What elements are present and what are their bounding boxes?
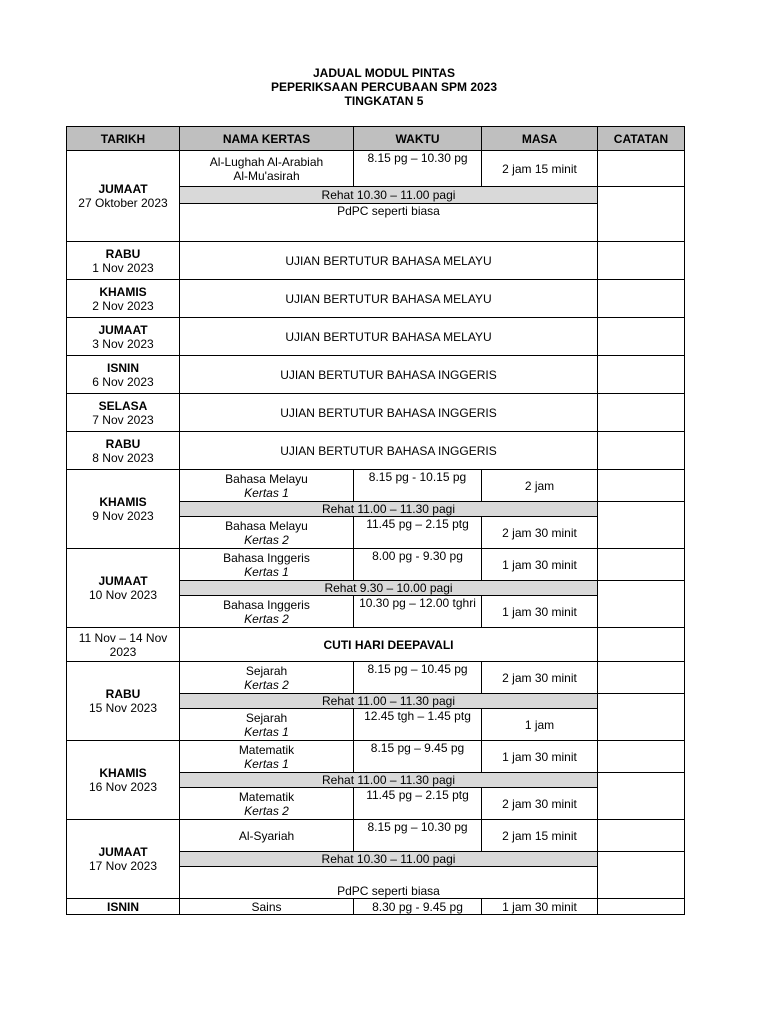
time-cell: 12.45 tgh – 1.45 ptg [354,709,482,741]
table-row [67,628,685,662]
time-cell: 11.45 pg – 2.15 ptg [354,517,482,549]
table-row [67,394,685,432]
day-label: JUMAAT [98,322,148,337]
day-label: KHAMIS [99,284,147,299]
day-label: ISNIN [106,360,139,375]
event-cell: UJIAN BERTUTUR BAHASA MELAYU [180,318,598,356]
notes-cell [598,662,685,694]
date-cell [67,470,180,549]
duration-cell: 2 jam 15 minit [482,820,598,852]
event-cell: CUTI HARI DEEPAVALI [180,628,598,662]
note-cell: PdPC seperti biasa [180,867,598,899]
notes-cell [598,581,685,628]
paper-cell: Al-Syariah [180,820,354,852]
date-cell [67,741,180,820]
notes-cell [598,318,685,356]
date-label: 6 Nov 2023 [92,374,154,389]
date-label: 10 Nov 2023 [88,588,158,602]
paper-cell [180,517,354,549]
paper-name: Sejarah [245,710,288,725]
date-label: 16 Nov 2023 [88,780,158,794]
header-catatan: CATATAN [598,127,685,151]
date-cell [67,394,180,432]
date-cell [67,318,180,356]
date-cell [67,356,180,394]
notes-cell [598,187,685,242]
paper-part: Kertas 1 [244,485,289,500]
table-row [67,151,685,187]
date-label: 2 Nov 2023 [92,298,154,313]
notes-cell [598,432,685,470]
paper-name: Bahasa Inggeris [223,550,310,565]
paper-name: Al-Lughah Al-Arabiah [209,154,324,169]
header-tarikh: TARIKH [67,127,180,151]
duration-cell: 1 jam 30 minit [482,549,598,581]
schedule-table [66,126,685,915]
paper-cell [180,596,354,628]
paper-part: Kertas 2 [244,611,289,626]
date-cell [67,549,180,628]
paper-part: Kertas 2 [244,532,289,547]
paper-cell [180,549,354,581]
notes-cell [598,280,685,318]
paper-cell [180,741,354,773]
table-row [67,899,685,915]
break-cell: Rehat 10.30 – 11.00 pagi [180,852,598,867]
title-line-2: PEPERIKSAAN PERCUBAAN SPM 2023 [270,80,498,94]
paper-part: Kertas 1 [244,756,289,771]
title-line-1: JADUAL MODUL PINTAS [312,66,455,80]
notes-cell [598,470,685,502]
date-cell: 11 Nov – 14 Nov 2023 [67,628,180,662]
day-label: KHAMIS [99,766,147,780]
table-row [67,741,685,773]
table-row [67,318,685,356]
header-row [67,127,685,151]
table-row [67,356,685,394]
notes-cell [598,151,685,187]
paper-cell [180,151,354,187]
day-label: JUMAAT [98,574,148,588]
notes-cell [598,820,685,852]
day-label: JUMAAT [98,182,148,196]
time-cell: 8.30 pg - 9.45 pg [354,899,482,915]
table-row [67,280,685,318]
time-cell: 8.00 pg - 9.30 pg [354,549,482,581]
day-label: SELASA [98,398,148,413]
date-label: 27 Oktober 2023 [78,196,168,210]
paper-cell [180,788,354,820]
document-title [0,66,768,108]
duration-cell: 1 jam 30 minit [482,596,598,628]
paper-part: Kertas 2 [244,803,289,818]
notes-cell [598,628,685,662]
day-label: RABU [105,436,141,451]
notes-cell [598,899,685,915]
day-label: RABU [105,687,141,701]
date-cell [67,820,180,899]
notes-cell [598,356,685,394]
paper-cell [180,470,354,502]
time-cell: 11.45 pg – 2.15 ptg [354,788,482,820]
duration-cell: 1 jam 30 minit [482,741,598,773]
duration-cell: 2 jam 30 minit [482,517,598,549]
duration-cell: 2 jam [482,470,598,502]
date-label: 3 Nov 2023 [92,336,154,351]
paper-name: Bahasa Melayu [225,471,308,486]
header-masa: MASA [482,127,598,151]
paper-cell [180,662,354,694]
paper-name: Bahasa Melayu [225,518,308,533]
table-row [67,662,685,694]
event-cell: UJIAN BERTUTUR BAHASA MELAYU [180,280,598,318]
paper-cell [180,709,354,741]
notes-cell [598,694,685,741]
time-cell: 8.15 pg – 10.45 pg [354,662,482,694]
notes-cell [598,852,685,899]
table-row [67,242,685,280]
date-label: 9 Nov 2023 [92,509,154,523]
notes-cell [598,549,685,581]
break-cell: Rehat 11.00 – 11.30 pagi [180,773,598,788]
paper-part: Kertas 1 [244,564,289,579]
duration-cell: 1 jam 30 minit [482,899,598,915]
date-cell [67,242,180,280]
header-nama-kertas: NAMA KERTAS [180,127,354,151]
break-cell: Rehat 10.30 – 11.00 pagi [180,187,598,204]
table-row [67,470,685,502]
notes-cell [598,502,685,549]
duration-cell: 2 jam 15 minit [482,151,598,187]
date-cell [67,432,180,470]
break-cell: Rehat 9.30 – 10.00 pagi [180,581,598,596]
date-label: 1 Nov 2023 [92,260,154,275]
date-label: 8 Nov 2023 [92,450,154,465]
paper-cell: Sains [180,899,354,915]
title-line-3: TINGKATAN 5 [344,94,424,108]
paper-name-line2: Al-Mu'asirah [233,168,300,183]
notes-cell [598,773,685,820]
day-label: RABU [105,246,141,261]
day-label: KHAMIS [99,495,147,509]
note-cell: PdPC seperti biasa [180,204,598,242]
notes-cell [598,394,685,432]
paper-name: Bahasa Inggeris [223,597,310,612]
date-cell [67,280,180,318]
event-cell: UJIAN BERTUTUR BAHASA INGGERIS [180,394,598,432]
break-cell: Rehat 11.00 – 11.30 pagi [180,694,598,709]
notes-cell [598,741,685,773]
paper-name: Matematik [238,789,295,804]
break-cell: Rehat 11.00 – 11.30 pagi [180,502,598,517]
event-cell: UJIAN BERTUTUR BAHASA INGGERIS [180,356,598,394]
table-row [67,432,685,470]
date-label: 15 Nov 2023 [88,701,158,715]
duration-cell: 2 jam 30 minit [482,788,598,820]
event-cell: UJIAN BERTUTUR BAHASA MELAYU [180,242,598,280]
paper-part: Kertas 1 [244,724,289,739]
event-cell: UJIAN BERTUTUR BAHASA INGGERIS [180,432,598,470]
table-row [67,549,685,581]
paper-name: Sejarah [245,663,288,678]
day-label: JUMAAT [98,845,148,859]
time-cell: 10.30 pg – 12.00 tghri [354,596,482,628]
time-cell: 8.15 pg – 10.30 pg [354,820,482,852]
time-cell: 8.15 pg - 10.15 pg [354,470,482,502]
header-waktu: WAKTU [354,127,482,151]
time-cell: 8.15 pg – 10.30 pg [354,151,482,187]
date-cell [67,662,180,741]
paper-part: Kertas 2 [244,677,289,692]
date-cell [67,151,180,242]
notes-cell [598,242,685,280]
time-cell: 8.15 pg – 9.45 pg [354,741,482,773]
paper-name: Matematik [238,742,295,757]
table-row [67,820,685,852]
duration-cell: 1 jam [482,709,598,741]
date-label: 17 Nov 2023 [88,859,158,873]
day-label: ISNIN [67,899,180,915]
duration-cell: 2 jam 30 minit [482,662,598,694]
date-label: 7 Nov 2023 [92,412,154,427]
